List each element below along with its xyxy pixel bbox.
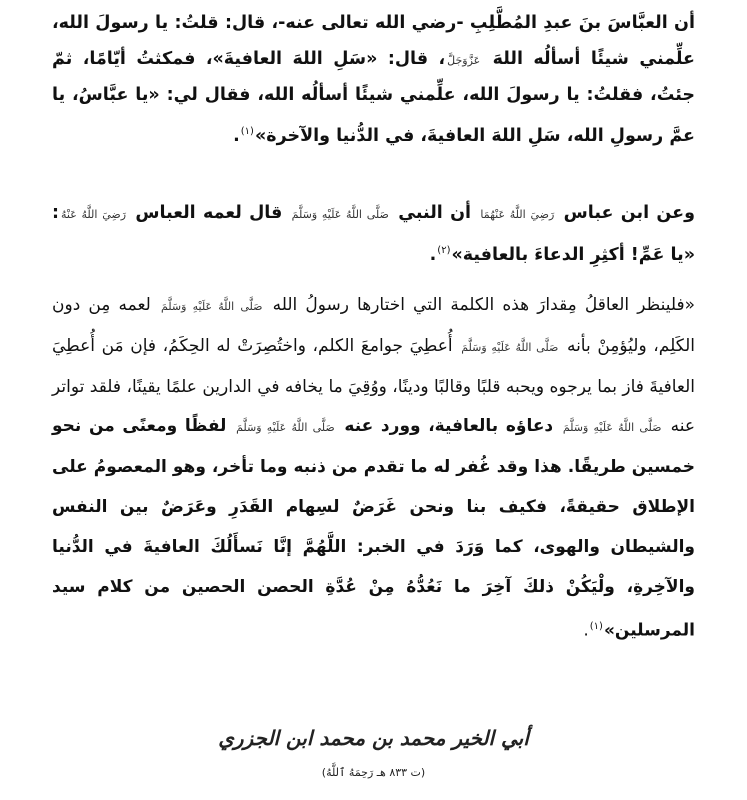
text-run: أن العبَّاسَ بنَ عبدِ المُطَّلِبِ -رضي الله تعالى عنه-، قال: قلتُ: يا رسولَ الله، علِّمني شيئًا أسألُه اللهَ <box>52 13 696 69</box>
text-run: قال لعمه العباس <box>128 203 290 223</box>
honorific: صَلَّى اللَّهُ عَلَيْهِ وَسَلَّمَ <box>291 208 389 221</box>
quote: «سَلِ اللهَ العافيةَ» <box>212 48 378 69</box>
paragraph-hadith-ibn-abbas <box>52 196 695 273</box>
paragraph-commentary <box>52 286 695 652</box>
text-run: وعن ابن عباس <box>556 203 695 223</box>
text-run: ، قال: <box>377 48 446 69</box>
paragraph-hadith-abbas <box>52 6 695 154</box>
text-run: لعمه مِن دون الكَلِم، وليُؤمِنْ بأنه <box>52 295 695 356</box>
quote: «يا عبَّاسُ، يا عمَّ رسولِ الله، سَلِ اللهَ العافيةَ، في الدُّنيا والآخرة» <box>52 85 695 146</box>
text-run: لفظًا ومعنًى من نحو خمسين طريقًا. هذا وقد غُفر له ما تقدم من ذنبه وما تأخر، وهو المعصومُ على الإطلاق حقيقةً، فكيف بنا ونحن غَرَضٌ لسِهام القَدَرِ وعَرَضٌ بين النفس والشيطان والهوى، كما وَرَدَ في الخبر: اللَّهُمَّ إنَّا نَسأَلُكَ العافيةَ في الدُّنيا والآخِرةِ، ولْيَكُنْ ذلكَ آخِرَ ما نَعُدُّهُ مِنْ عُدَّةِ الحصن الحصين من كلام سيد المرسلين» <box>52 416 695 642</box>
quote: «يا عَمِّ! أكثِرِ الدعاءَ بالعافية» <box>451 244 695 265</box>
honorific: صَلَّى اللَّهُ عَلَيْهِ وَسَلَّمَ <box>160 300 263 313</box>
honorific: رَضِيَ اللَّهُ عَنْهُمَا <box>480 208 555 221</box>
honorific: رَضِيَ اللَّهُ عَنْهُ <box>61 208 127 221</box>
text-run: أُعطِيَ جوامعَ الكلم، واختُصِرَتْ له الحِكَمُ، فإن مَن أُعطِيَ العافيةَ فاز بما يرجوه ويحبه قلبًا وقالبًا ودينًا، ووُقِيَ ما يخافه في الدارين علمًا يقينًا، فلقد تواتر عنه <box>52 335 696 437</box>
text-run: : <box>52 203 59 223</box>
text-run: دعاؤه بالعافية، وورد عنه <box>336 416 561 437</box>
text-run: . <box>429 244 437 265</box>
text-run: . <box>583 621 589 642</box>
text-run: . <box>233 125 240 146</box>
footnote-marker: (١) <box>240 125 254 137</box>
text-run: ، فمكثتُ أيّامًا، ثمّ جئتُ، فقلتُ: يا رسولَ الله، علِّمني شيئًا أسألُه الله، فقال لي: <box>52 48 695 105</box>
footnote-marker: (١) <box>589 621 603 633</box>
honorific: عَزَّوَجَلَّ <box>447 53 481 67</box>
footnote-marker: (٢) <box>437 244 451 256</box>
honorific: صَلَّى اللَّهُ عَلَيْهِ وَسَلَّمَ <box>562 421 662 435</box>
text-run: أن النبي <box>390 203 479 223</box>
author-death-date: (ت ٨٣٣ هـ رَحِمَهُ ٱللَّهُ) <box>321 766 426 779</box>
author-signature: أبي الخير محمد بن محمد ابن الجزري <box>218 726 529 750</box>
text-run: «فلينظر العاقلُ مِقدارَ هذه الكلمة التي اختارها رسولُ الله <box>264 295 695 315</box>
honorific: صَلَّى اللَّهُ عَلَيْهِ وَسَلَّمَ <box>236 421 335 435</box>
honorific: صَلَّى اللَّهُ عَلَيْهِ وَسَلَّمَ <box>461 340 559 354</box>
